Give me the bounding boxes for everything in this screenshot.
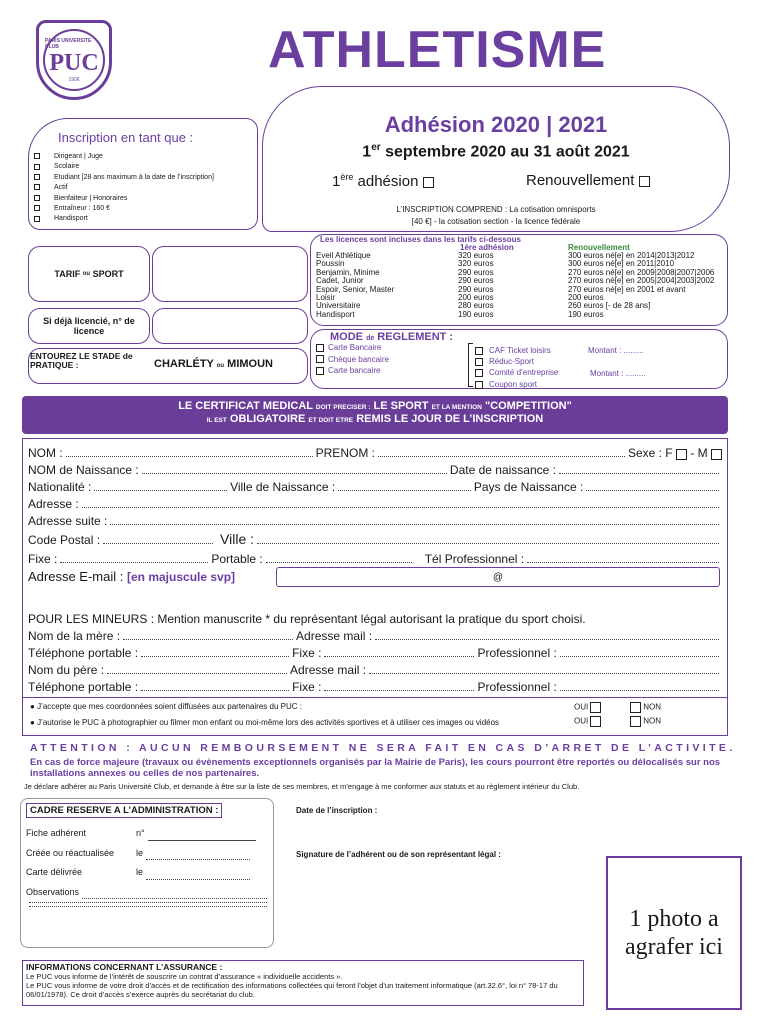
bracket <box>468 343 473 387</box>
consent-1-oui: OUI <box>574 702 601 713</box>
pere-portable-field[interactable] <box>141 690 289 691</box>
col-renew: Renouvellement <box>568 243 630 252</box>
tarif-row: Handisport 190 euros 190 euros <box>316 309 604 319</box>
reglement-right <box>475 345 558 390</box>
attention-line: ATTENTION : AUCUN REMBOURSEMENT NE SERA FAIT EN CAS D’ARRET DE L’ACTIVITE. <box>30 742 736 754</box>
club-logo <box>36 20 112 100</box>
consent-2-oui: OUI <box>574 716 601 727</box>
sexe-m-checkbox[interactable] <box>711 449 722 460</box>
tel-pro-field[interactable] <box>527 562 719 563</box>
pere-email-field[interactable] <box>369 673 719 674</box>
reglement-left <box>316 342 389 377</box>
renewal-checkbox[interactable] <box>639 176 650 187</box>
payment-option[interactable]: Carte Bancaire <box>316 342 389 354</box>
assurance-box <box>22 960 584 1006</box>
payment-checkbox[interactable] <box>475 347 483 355</box>
declaration: Je déclare adhérer au Paris Université Club, et demande à être sur la liste de ses membres, et m’engage à me conformer aux statuts et au règlement intérieur du Club. <box>24 782 580 791</box>
email-field[interactable]: @ <box>276 567 720 587</box>
consent-2-non: NON <box>630 716 661 727</box>
payment-option[interactable]: Comité d’entreprise <box>475 367 558 378</box>
payment-option[interactable]: CAF Ticket loisirs <box>475 345 558 356</box>
montant-1[interactable]: Montant : ......... <box>588 346 644 355</box>
page-title: ATHLETISME <box>268 21 607 79</box>
tarif-sport-label: TARIF ou SPORT <box>28 246 150 302</box>
admin-title: CADRE RESERVE A L’ADMINISTRATION : <box>26 803 222 818</box>
signature-label: Signature de l’adhérent ou de son représentant légal : <box>296 850 501 859</box>
cp-field[interactable] <box>103 543 213 544</box>
adresse-field[interactable] <box>82 507 719 508</box>
nom-field[interactable] <box>66 456 313 457</box>
certificat-banner: LE CERTIFICAT MEDICAL DOIT PRECISER : LE SPORT ET LA MENTION "COMPETITION" IL EST OBLIGATOIRE ET DOIT ETRE REMIS LE JOUR DE L’INSCRIPTION <box>22 396 728 434</box>
admin-creee-field[interactable] <box>146 859 250 860</box>
inscription-checkbox[interactable] <box>34 174 40 180</box>
inscription-checkbox[interactable] <box>34 195 40 201</box>
payment-checkbox[interactable] <box>475 358 483 366</box>
admin-fields: Fiche adhérent n° Créée ou réactualisée le Carte délivrée le Observations <box>26 824 270 910</box>
payment-option[interactable]: Coupon sport <box>475 379 558 390</box>
inscription-option[interactable]: Actif <box>34 183 214 193</box>
consent-1-oui-checkbox[interactable] <box>590 702 601 713</box>
inscription-checkbox[interactable] <box>34 184 40 190</box>
payment-checkbox[interactable] <box>316 355 324 363</box>
stade-label: ENTOUREZ LE STADE de PRATIQUE : <box>30 351 133 370</box>
prenom-field[interactable] <box>378 456 625 457</box>
inscription-option[interactable]: Etudiant [28 ans maximum à la date de l’inscription] <box>34 173 214 183</box>
payment-checkbox[interactable] <box>316 367 324 375</box>
mineurs-form: POUR LES MINEURS : Mention manuscrite * du représentant légal autorisant la pratique du sport choisi. Nom de la mère : Adresse mail : Téléphone portable : Fixe : Professionnel : Nom du père : Adresse mail : Téléphone portable : Fixe : Professionnel : <box>28 610 722 694</box>
admin-numero-field[interactable] <box>148 840 256 841</box>
inscription-option[interactable]: Scolaire <box>34 162 214 172</box>
tarif-row: Cadet, Junior 290 euros 270 euros né[e] en 2005|2004|2003|2002 <box>316 276 715 286</box>
fixe-field[interactable] <box>60 562 208 563</box>
payment-checkbox[interactable] <box>475 369 483 377</box>
pere-field[interactable] <box>107 673 287 674</box>
stade-mimoun[interactable]: MIMOUN <box>227 358 273 370</box>
inscription-checkbox[interactable] <box>34 153 40 159</box>
inscription-option[interactable]: Handisport <box>34 214 214 224</box>
inscription-checkbox[interactable] <box>34 205 40 211</box>
renewal: Renouvellement <box>526 172 650 189</box>
inscription-option[interactable]: Entraîneur : 160 € <box>34 204 214 214</box>
payment-option[interactable]: Réduc-Sport <box>475 356 558 367</box>
consent-2-non-checkbox[interactable] <box>630 716 641 727</box>
logo-year: 1906 <box>68 76 80 83</box>
tarif-row: Loisir 200 euros 200 euros <box>316 293 604 303</box>
logo-text: PUC <box>49 49 99 76</box>
date-naissance-field[interactable] <box>559 473 719 474</box>
photo-box: 1 photo a agrafer ici <box>606 856 742 1010</box>
tarif-sport-field[interactable] <box>152 246 308 302</box>
tarif-row: Benjamin, Minime 290 euros 270 euros né[e] en 2009|2008|2007|2006 <box>316 267 715 277</box>
inscription-checkbox[interactable] <box>34 164 40 170</box>
consent-divider <box>22 697 728 698</box>
admin-carte-field[interactable] <box>146 879 250 880</box>
mere-fixe-field[interactable] <box>324 656 474 657</box>
portable-field[interactable] <box>266 562 412 563</box>
tarif-row: Eveil Athlétique 320 euros 300 euros né[e] en 2014|2013|2012 <box>316 251 695 260</box>
tarif-row: Espoir, Senior, Master 290 euros 270 euros né[e] en 2001 et avant <box>316 284 686 294</box>
adresse-suite-field[interactable] <box>110 524 719 525</box>
inscription-option[interactable]: Bienfaiteur | Honoraires <box>34 194 214 204</box>
montant-2[interactable]: Montant : ......... <box>590 369 646 378</box>
identity-form: NOM : PRENOM : Sexe : F - M NOM de Naissance : Date de naissance : Nationalité : Ville de Naissance : Pays de Naissance : Adresse : Adresse suite : Code Postal : Ville : Fixe : Portable : Tél Professionnel : <box>28 444 722 566</box>
tarif-row: Universitaire 280 euros 260 euros [- de 28 ans] <box>316 301 651 311</box>
pere-fixe-field[interactable] <box>324 690 474 691</box>
admin-obs-line-3[interactable] <box>29 906 267 907</box>
adhesion-dates: 1er septembre 2020 au 31 août 2021 <box>362 142 630 161</box>
inscription-comprend: L’INSCRIPTION COMPREND : La cotisation omnisports [40 €] - la cotisation section - la licence fédérale <box>396 205 596 226</box>
nationalite-field[interactable] <box>94 490 227 491</box>
inscription-checkbox[interactable] <box>34 216 40 222</box>
consent-2-oui-checkbox[interactable] <box>590 716 601 727</box>
email-label: Adresse E-mail : [en majuscule svp] <box>28 569 236 584</box>
consent-1-non: NON <box>630 702 661 713</box>
assurance-line-1: Le PUC vous informe de l’intérêt de souscrire un contrat d’assurance « individuelle accidents ». <box>26 972 343 981</box>
admin-obs-line-2[interactable] <box>29 902 267 903</box>
mere-email-field[interactable] <box>375 639 719 640</box>
col-first: 1ère adhésion <box>460 243 514 252</box>
stade-choices: CHARLÉTY ou MIMOUN <box>154 358 273 370</box>
consent-2: ● J’autorise le PUC à photographier ou filmer mon enfant ou moi-même lors des activités sportives et à utiliser ces images ou vidéos <box>30 718 500 727</box>
date-inscription-label: Date de l’inscription : <box>296 806 378 815</box>
tarif-rows <box>316 252 726 319</box>
assurance-title: INFORMATIONS CONCERNANT L’ASSURANCE : <box>26 962 223 972</box>
first-adhesion: 1ère adhésion <box>332 172 434 190</box>
stade-charlety[interactable]: CHARLÉTY <box>154 358 214 370</box>
reglement-title: MODE de REGLEMENT : <box>330 331 454 343</box>
payment-option[interactable]: Carte bancaire <box>316 365 389 377</box>
logo-ring-text: PARIS UNIVERSITE CLUB <box>45 37 92 50</box>
admin-observations-field[interactable] <box>82 898 267 899</box>
inscription-option[interactable]: Dirigeant | Juge <box>34 152 214 162</box>
sexe-f-checkbox[interactable] <box>676 449 687 460</box>
tarif-row: Poussin 320 euros 300 euros né[e] en 2011|2010 <box>316 259 675 269</box>
ville-field[interactable] <box>257 543 719 544</box>
first-adhesion-checkbox[interactable] <box>423 177 434 188</box>
licence-field[interactable] <box>152 308 308 344</box>
ville-naissance-field[interactable] <box>338 490 471 491</box>
nom-naissance-field[interactable] <box>142 473 447 474</box>
mere-portable-field[interactable] <box>141 656 289 657</box>
adhesion-title: Adhésion 2020 | 2021 <box>384 112 608 137</box>
mere-field[interactable] <box>123 639 293 640</box>
tarif-intro: Les licences sont incluses dans les tarifs ci-dessous <box>320 235 521 244</box>
assurance-line-2: Le PUC vous informe de votre droit d’accès et de rectification des informations collectées qui feront l’objet d’un traitement informatique (art.32.6°, loi n° 78-17 du 06/01/1978). Ce droit d’accès s’exerce auprès du secrétariat du club. <box>26 981 558 999</box>
payment-checkbox[interactable] <box>475 381 483 389</box>
inscription-title: Inscription en tant que : <box>58 130 194 145</box>
pays-field[interactable] <box>586 490 719 491</box>
payment-checkbox[interactable] <box>316 344 324 352</box>
mere-pro-field[interactable] <box>560 656 719 657</box>
consent-1-non-checkbox[interactable] <box>630 702 641 713</box>
attention-detail: En cas de force majeure (travaux ou évènements exceptionnels organisés par la Mairie de Paris), les cours pourront être reportés ou délocalisés sur nos installations annexes ou celles de nos partenaires. <box>30 757 721 779</box>
inscription-list <box>34 152 214 225</box>
consent-1: ● J’accepte que mes coordonnées soient diffusées aux partenaires du PUC : <box>30 702 302 711</box>
pere-pro-field[interactable] <box>560 690 719 691</box>
payment-option[interactable]: Chèque bancaire <box>316 354 389 366</box>
licence-label: Si déjà licencié, n° de licence <box>28 308 150 344</box>
